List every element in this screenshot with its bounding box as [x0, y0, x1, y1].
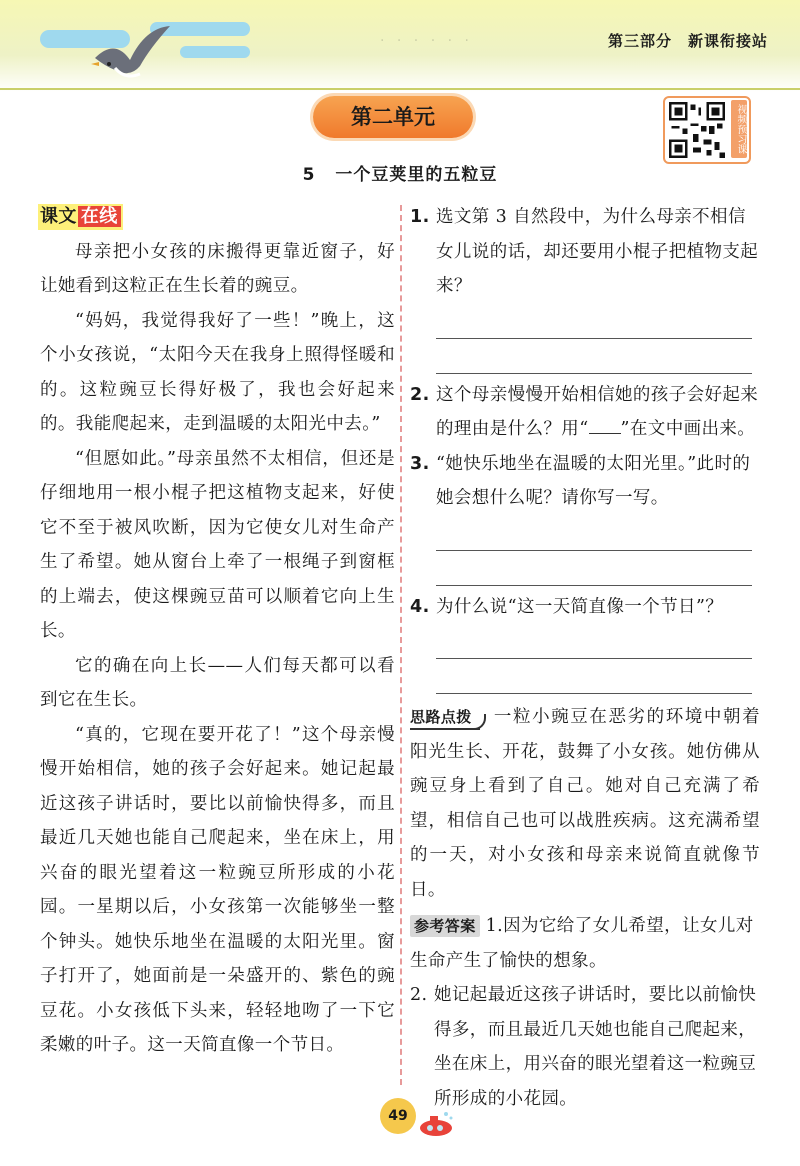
underline-blank	[589, 413, 621, 434]
question-item	[410, 378, 760, 447]
reading-column	[40, 200, 395, 1063]
answer-number: 1.	[485, 916, 504, 936]
answers-block	[410, 909, 760, 1116]
reading-paragraph: “妈妈，我觉得我好了一些！”晚上，这个小女孩说，“太阳今天在我身上照得怪暖和的。这粒豌豆长得好极了，我也会好起来的。我能爬起来，走到温暖的太阳光中去。”	[40, 310, 395, 434]
reading-paragraph: 母亲把小女孩的床搬得更靠近窗子，好让她看到这粒正在生长着的豌豆。	[40, 241, 395, 296]
submarine-icon	[416, 1110, 456, 1140]
header-band	[0, 0, 800, 92]
subsection-name: 新课衔接站	[687, 32, 768, 50]
question-number: 2.	[410, 384, 430, 405]
question-item	[410, 590, 760, 625]
lesson-name: 一个豆荚里的五粒豆	[335, 165, 498, 185]
question-text: “她快乐地坐在温暖的太阳光里。”此时的她会想什么呢？请你写一写。	[436, 453, 751, 508]
question-text: 选文第 3 自然段中，为什么母亲不相信女儿说的话，却还要用小棍子把植物支起来？	[436, 207, 759, 296]
lesson-number: 5	[302, 165, 316, 185]
cloud-decoration	[180, 46, 250, 58]
section-name: 第三部分	[607, 32, 672, 50]
header-rule	[0, 88, 800, 90]
tips-text: 一粒小豌豆在恶劣的环境中朝着阳光生长、开花，鼓舞了小女孩。她仿佛从豌豆身上看到了自己。她对自己充满了希望，相信自己也可以战胜疾病。这充满希望的一天，对小女孩和母亲来说简直就像节日。	[410, 707, 760, 900]
reading-tag-main: 课文	[40, 206, 77, 227]
answer-line[interactable]	[436, 551, 752, 586]
question-text: 这个母亲慢慢开始相信她的孩子会好起来的理由是什么？用“	[436, 384, 759, 439]
answer-line[interactable]	[436, 659, 752, 694]
qr-code-icon	[669, 102, 725, 158]
reading-paragraph: 它的确在向上长——人们每天都可以看到它在生长。	[40, 655, 395, 710]
lesson-title	[0, 160, 800, 185]
qr-code-box[interactable]	[663, 96, 751, 164]
answer-item	[410, 909, 760, 978]
answer-text: 她记起最近这孩子讲话时，要比以前愉快得多，而且最近几天她也能自己爬起来，坐在床上，用兴奋的眼光望着这一粒豌豆所形成的小花园。	[434, 985, 757, 1109]
answers-label: 参考答案	[410, 915, 480, 937]
unit-banner: 第二单元	[313, 96, 473, 138]
question-text: 为什么说“这一天简直像一个节日”？	[436, 596, 724, 617]
reading-paragraph: “但愿如此。”母亲虽然不太相信，但还是仔细地用一根小棍子把这植物支起来，好使它不至于被风吹断，因为它使女儿对生命产生了希望。她从窗台上牵了一根绳子到窗框的上端去，使这棵豌豆苗可以顺着它向上生长。	[40, 448, 395, 641]
question-item	[410, 447, 760, 516]
section-title	[608, 30, 768, 51]
question-text: ”在文中画出来。	[620, 419, 756, 439]
question-number: 1.	[410, 207, 430, 227]
answer-item	[410, 978, 760, 1116]
question-item	[410, 200, 760, 304]
reading-tag-highlight: 在线	[78, 206, 121, 227]
answer-text: 因为它给了女儿希望，让女儿对生命产生了愉快的想象。	[410, 916, 754, 971]
question-number: 4.	[410, 596, 430, 617]
reading-paragraph: “真的，它现在要开花了！”这个母亲慢慢开始相信，她的孩子会好起来。她记起最近这孩子讲话时，要比以前愉快得多，而且最近几天她也能自己爬起来，坐在床上，用兴奋的眼光望着这一粒豌豆所形成的小花园。一星期以后，小女孩第一次能够坐一整个钟头。她快乐地坐在温暖的太阳光里。窗子打开了，她面前是一朵盛开的、紫色的豌豆花。小女孩低下头来，轻轻地吻了一下它柔嫩的叶子。这一天简直像一个节日。	[40, 724, 395, 1055]
answer-number: 2.	[410, 985, 428, 1005]
qr-label: 视频预习课	[731, 100, 747, 158]
answer-line[interactable]	[436, 516, 752, 551]
column-divider	[400, 205, 402, 1085]
reading-tag	[38, 204, 123, 230]
page-number: 49	[380, 1098, 416, 1134]
answer-line[interactable]	[436, 304, 752, 339]
seagull-icon	[85, 18, 175, 88]
questions-column	[410, 200, 760, 1116]
tips-block	[410, 700, 760, 907]
answer-line[interactable]	[436, 339, 752, 374]
question-number: 3.	[410, 453, 430, 474]
tips-label: 思路点拨	[410, 706, 480, 730]
answer-line[interactable]	[436, 624, 752, 659]
faint-watermark-text: · · · · · ·	[380, 33, 473, 49]
